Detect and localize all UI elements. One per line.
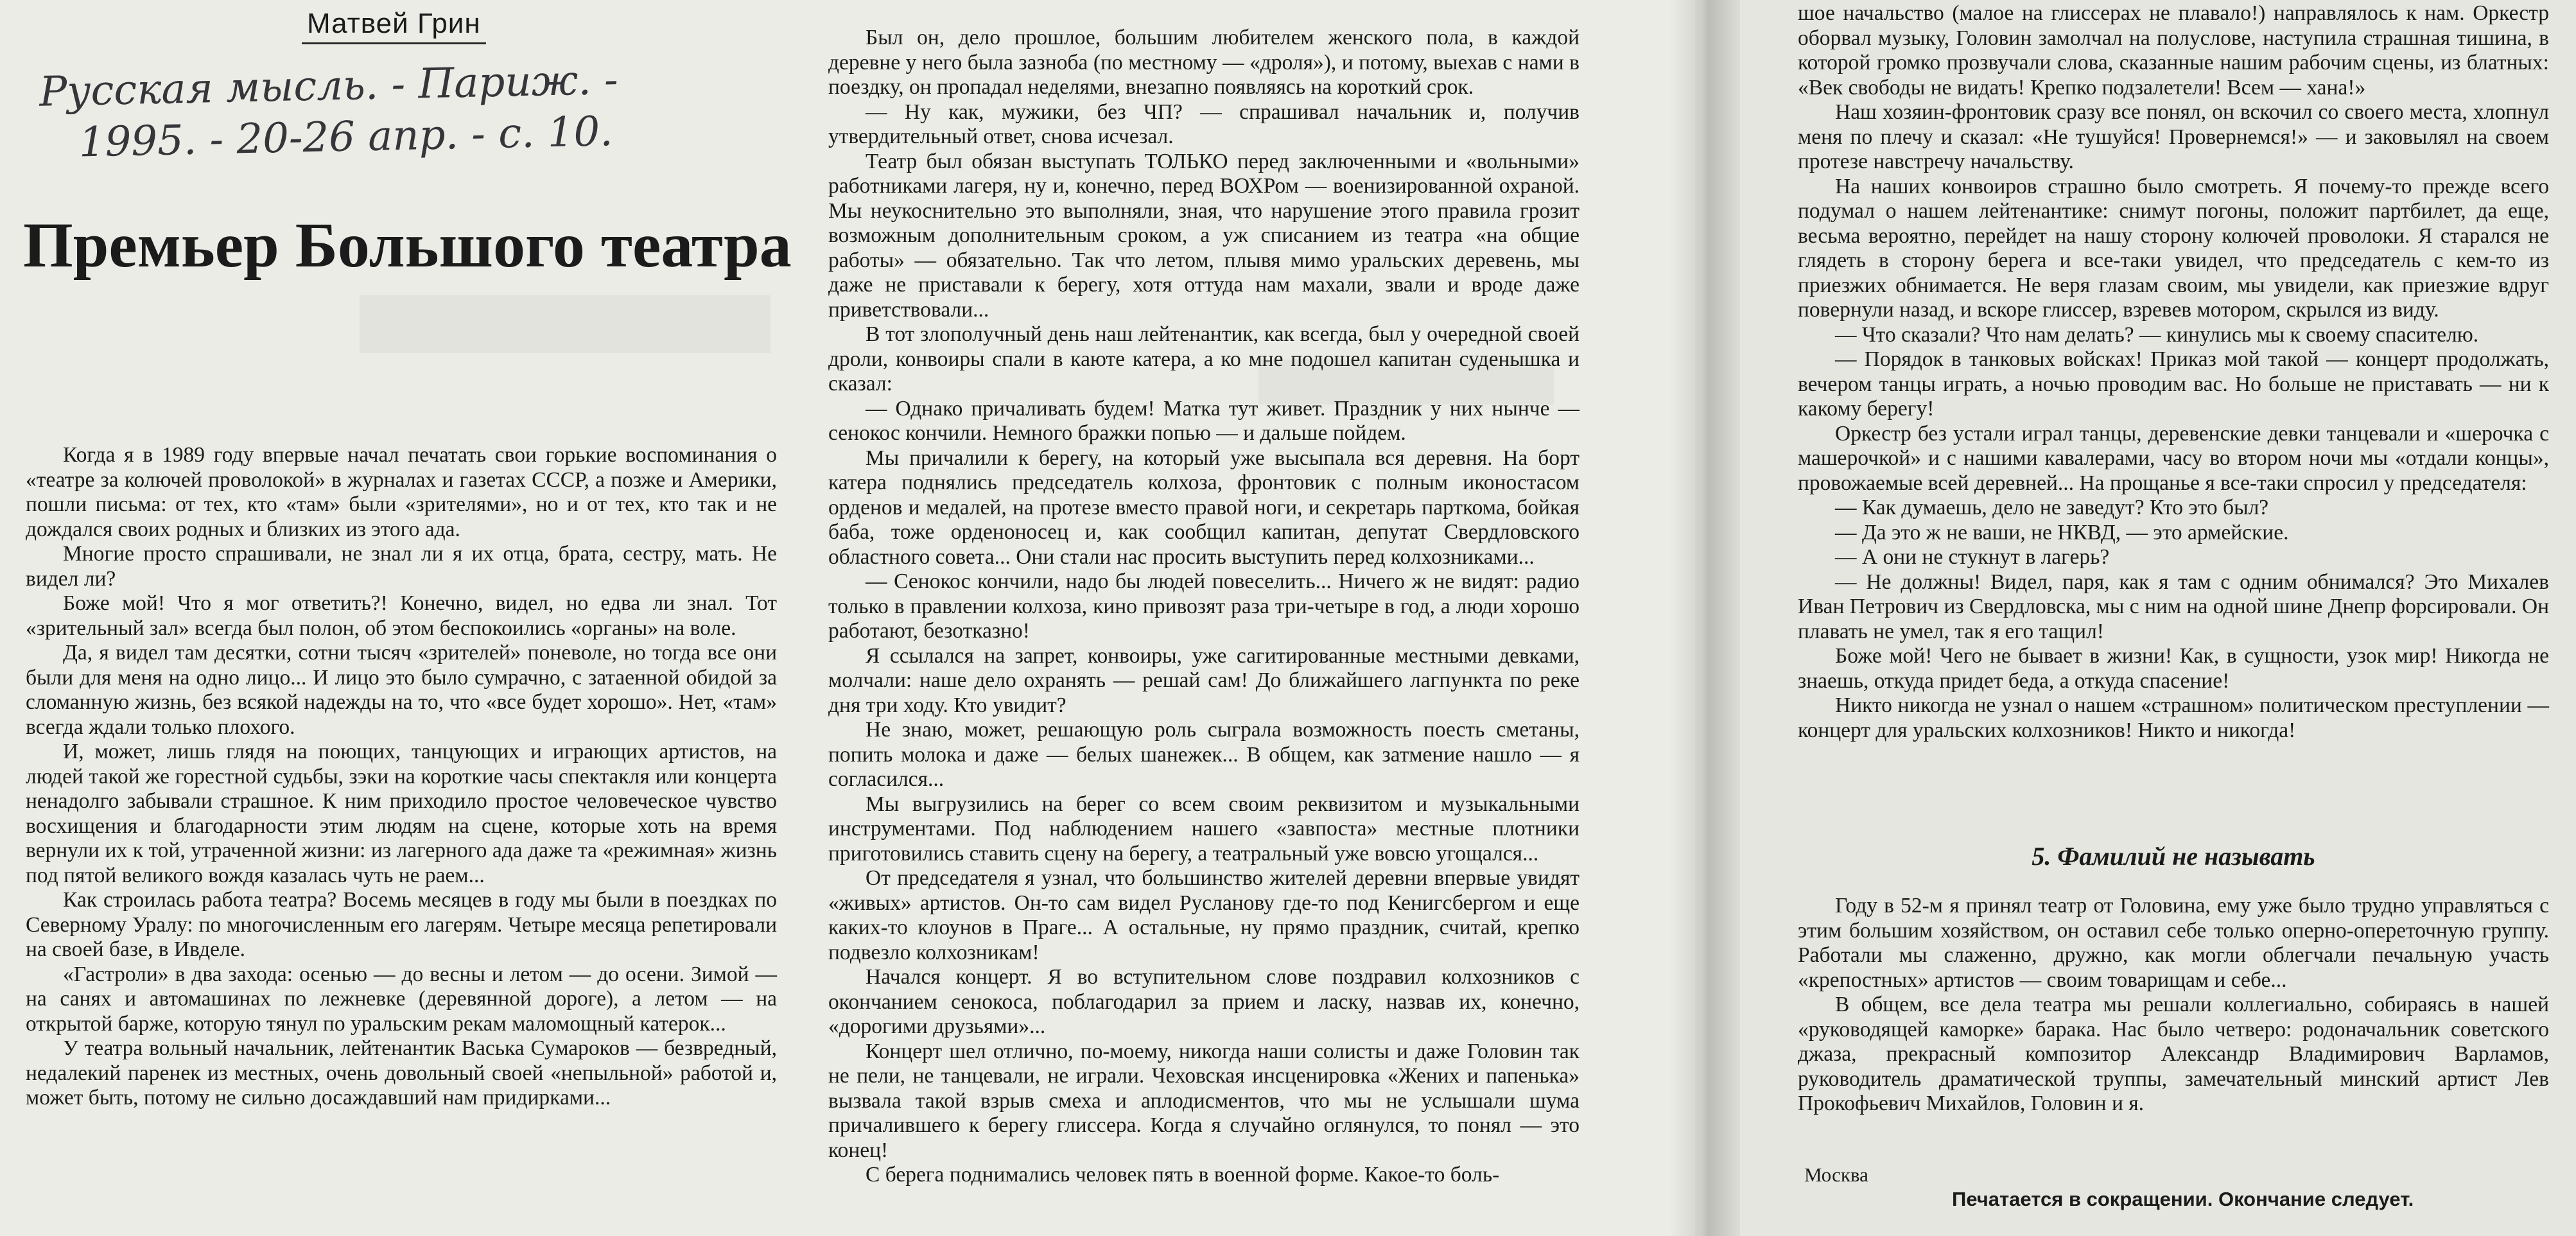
paragraph: В общем, все дела театра мы решали коллегиально, собираясь в нашей «руководящей каморке» барака. Нас было четверо: родоначальник советского джаза, прекрасный композитор Александр Владимирович Варламов, руководитель драматической труппы, замечательный минский артист Лев Прокофьевич Михайлов, Головин и я. (1798, 993, 2549, 1115)
paragraph: — Порядок в танковых войсках! Приказ мой такой — концерт продолжать, вечером танцы играть, а ночью проводим вас. Но больше не приставать — ни к какому берегу! (1798, 347, 2549, 421)
handwritten-line: Русская мысль. - Париж. - (39, 56, 619, 116)
paragraph: С берега поднимались человек пять в военной форме. Какое-то боль- (866, 1163, 1500, 1187)
paragraph: Я ссылался на запрет, конвоиры, уже сагитированные местными девками, молчали: наше дело охранять — решай сам! До ближайшего лагпункта по реке дня три ходу. Кто увидит? (828, 643, 1580, 717)
paragraph: — Что сказали? Что нам делать? — кинулись мы к своему спасителю. (1835, 322, 2479, 347)
paragraph: И, может, лишь глядя на поющих, танцующих и играющих артистов, на людей такой же горестной судьбы, зэки на короткие часы спектакля или концерта ненадолго забывали страшное. К ним приходило простое человеческое чувство восхищения и благодарности этим людям на сцене, которые хоть на время вернули их к той, утраченной жизни: из лагерного ада даже та «режимная» жизнь под пятой великого вождя казалась чуть не раем... (26, 740, 777, 887)
author-byline: Матвей Грин (302, 8, 486, 44)
paragraph: шое начальство (малое на глиссерах не плавало!) направлялось к нам. Оркестр оборвал музыку, Головин замолчал на полуслове, наступила страшная тишина, в которой громко прозвучали слова, сказанные нашим рабочим сцены, из блатных: «Век свободы не видать! Крепко подзалетели! Всем — хана!» (1798, 1, 2549, 100)
paragraph: Мы причалили к берегу, на который уже высыпала вся деревня. На борт катера поднялись председатель колхоза, фронтовик с полным иконостасом орденов и медалей, на протезе вместо правой ноги, и секретарь парткома, бойкая баба, тоже орденоносец и, как сообщил капитан, депутат Свердловского областного совета... Они стали нас просить выступить перед колхозниками... (828, 446, 1580, 569)
article-column-3-continued (1798, 894, 2549, 1117)
paragraph: Когда я в 1989 году впервые начал печатать свои горькие воспоминания о «театре за колючей проволокой» в журналах и газетах СССР, а позже и Америки, пошли письма: от тех, кто «там» были «зрителями», но и от тех, кто так и не дождался своих родных и близких из этого ада. (26, 443, 777, 541)
article-headline: Премьер Большого театра (23, 209, 792, 281)
paragraph: Да, я видел там десятки, сотни тысяч «зрителей» поневоле, но тогда все они были для меня на одно лицо... И лицо это было сумрачно, с затаенной обидой за сломанную жизнь, без всякой надежды на то, что «все будет хорошо». Нет, «там» всегда ждали только плохого. (26, 641, 777, 739)
paragraph: — Не должны! Видел, паря, как я там с одним обнимался? Это Михалев Иван Петрович из Свердловска, мы с ним на одной шине Днепр форсировали. Он плавать не умел, так я его тащил! (1798, 570, 2549, 643)
paragraph: Боже мой! Что я мог ответить?! Конечно, видел, но едва ли знал. Тот «зрительный зал» всегда был полон, об этом беспокоились «органы» на воле. (26, 591, 777, 640)
paragraph: Концерт шел отлично, по-моему, никогда наши солисты и даже Головин так не пели, не танцевали, не играли. Чеховская инсценировка «Жених и папенька» вызвала такой взрыв смеха и аплодисментов, что мы не услышали шума причалившего к берегу глиссера. Когда я случайно оглянулся, то понял — это конец! (828, 1039, 1580, 1162)
paragraph: Боже мой! Чего не бывает в жизни! Как, в сущности, узок мир! Никогда не знаешь, откуда придет беда, а откуда спасение! (1798, 644, 2549, 693)
paragraph: — Однако причаливать будем! Матка тут живет. Праздник у них нынче — сенокос кончили. Немного бражки попью — и дальше пойдем. (828, 396, 1580, 445)
paragraph: «Гастроли» в два захода: осенью — до весны и летом — до осени. Зимой — на санях и автомашинах по лежневке (деревянной дороге), а летом — на открытой барже, которую тянул по уральским рекам маломощный катерок... (26, 962, 777, 1036)
continuation-note: Печатается в сокращении. Окончание следует. (1952, 1188, 2414, 1210)
paragraph: Никто никогда не узнал о нашем «страшном» политическом преступлении — концерт для уральских колхозников! Никто и никогда! (1798, 693, 2549, 742)
paragraph: У театра вольный начальник, лейтенантик Васька Сумароков — безвредный, недалекий паренек из местных, очень довольный своей «непыльной» работой и, может быть, потому не сильно досаждавший нам придирками... (26, 1036, 777, 1110)
handwritten-line: 1995. - 20-26 апр. - с. 10. (78, 108, 614, 167)
paragraph: Оркестр без устали играл танцы, деревенские девки танцевали и «шерочка с машерочкой» и с нашими кавалерами, часу во втором ночи мы «отдали концы», провожаемые всей деревней... На прощанье я все-таки спросил у председателя: (1798, 421, 2549, 495)
paragraph: Мы выгрузились на берег со всем своим реквизитом и музыкальными инструментами. Под наблюдением нашего «завпоста» местные плотники приготовились ставить сцену на берегу, а театральный уже вовсю угощался... (828, 792, 1580, 866)
paragraph: Театр был обязан выступать ТОЛЬКО перед заключенными и «вольными» работниками лагеря, ну и, конечно, перед ВОХРом — военизированной охраной. Мы неукоснительно это выполняли, зная, что нарушение этого правила грозит возможным дополнительным сроком, а уж списанием из театра «на общие работы» — обязательно. Так что летом, плывя мимо уральских деревень, мы даже не приставали к берегу, хотя оттуда нам махали, звали и вроде даже приветствовали... (828, 149, 1580, 322)
paragraph: Был он, дело прошлое, большим любителем женского пола, в каждой деревне у него была зазноба (по местному — «дроля»), и потому, выехав с нами в поездку, он пропадал неделями, внезапно появляясь на короткий срок. (828, 26, 1580, 99)
paragraph: — А они не стукнут в лагерь? (1835, 545, 2110, 569)
paragraph: — Да это ж не ваши, не НКВД, — это армейские. (1835, 520, 2289, 544)
article-column-2 (828, 26, 1580, 1188)
paragraph: В тот злополучный день наш лейтенантик, как всегда, был у очередной своей дроли, конвоиры спали в каюте катера, а ко мне подошел капитан суденышка и сказал: (828, 322, 1580, 396)
paragraph: Как строилась работа театра? Восемь месяцев в году мы были в поездках по Северному Уралу: по многочисленным его лагерям. Четыре месяца репетировали на своей базе, в Ивделе. (26, 888, 777, 961)
paragraph: — Сенокос кончили, надо бы людей повеселить... Ничего ж не видят: радио только в правлении колхоза, кино привозят раза три-четыре в год, а люди хорошо работают, безотказно! (828, 570, 1580, 643)
paragraph: Начался концерт. Я во вступительном слове поздравил колхозников с окончанием сенокоса, поблагодарил за прием и ласку, назвав их, конечно, «дорогими друзьями»... (828, 965, 1580, 1038)
paragraph: Наш хозяин-фронтовик сразу все понял, он вскочил со своего места, хлопнул меня по плечу и сказал: «Не тушуйся! Провернемся!» — и заковылял на своем протезе навстречу начальству. (1798, 100, 2549, 173)
paragraph: — Ну как, мужики, без ЧП? — спрашивал начальник и, получив утвердительный ответ, снова исчезал. (828, 100, 1580, 148)
article-column-1 (26, 443, 777, 1111)
dateline-city: Москва (1804, 1163, 1868, 1186)
paragraph: — Как думаешь, дело не заведут? Кто это был? (1835, 496, 2269, 519)
section-heading: 5. Фамилий не называть (2032, 842, 2315, 871)
paragraph: Году в 52-м я принял театр от Головина, ему уже было трудно управляться с этим большим хозяйством, он оставил себе только оперно-опереточную группу. Работали мы слаженно, дружно, как могли облегчали печальную участь «крепостных» артистов — своим товарищам и себе... (1798, 894, 2549, 992)
paragraph: От председателя я узнал, что большинство жителей деревни впервые увидят «живых» артистов. Он-то сам видел Русланову где-то под Кенигсбергом и еще каких-то клоунов в Праге... А остальные, ну прямо праздник, считай, крепко подвезло колхозникам! (828, 866, 1580, 964)
paragraph: Многие просто спрашивали, не знал ли я их отца, брата, сестру, мать. Не видел ли? (26, 542, 777, 591)
page-fold-shadow (1669, 0, 1740, 1236)
paragraph: На наших конвоиров страшно было смотреть. Я почему-то прежде всего подумал о нашем лейтенантике: снимут погоны, положит партбилет, да еще, весьма вероятно, перейдет на нашу сторону колючей проволоки. Я старался не глядеть в сторону берега и все-таки увидел, что председатель с кем-то из приезжих обнимается. Не веря глазам своим, мы увидели, как приезжие вдруг повернули назад, и вскоре глиссер, взревев мотором, скрылся из виду. (1798, 174, 2549, 322)
paragraph: Не знаю, может, решающую роль сыграла возможность поесть сметаны, попить молока и даже — белых шанежек... В общем, как затмение нашло — я согласился... (828, 718, 1580, 791)
show-through-block (360, 295, 770, 353)
article-column-3 (1798, 1, 2549, 743)
handwritten-source-note (39, 51, 760, 169)
